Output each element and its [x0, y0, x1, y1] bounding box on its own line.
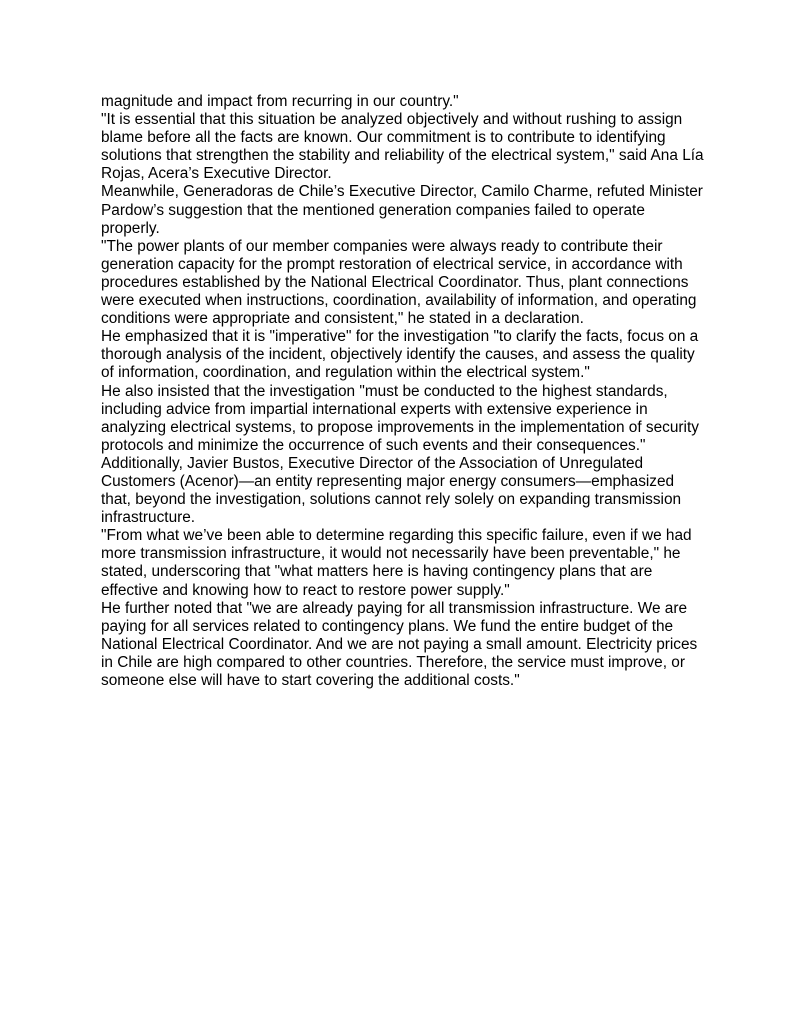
paragraph-2: "It is essential that this situation be analyzed objectively and without rushing to assign blame before all the facts are known. Our commitment is to contribute to identifying solutions that strengthen the stability and reliability of the electrical system," said Ana Lía Rojas, Acera’s Executive Director.: [101, 111, 704, 183]
paragraph-8: "From what we’ve been able to determine regarding this specific failure, even if we had more transmission infrastructure, it would not necessarily have been preventable," he stated, underscoring that "what matters here is having contingency plans that are effective and knowing how to react to restore power supply.": [101, 527, 692, 599]
paragraph-6: He also insisted that the investigation "must be conducted to the highest standards, including advice from impartial international experts with extensive experience in analyzing electrical systems, to propose improvements in the implementation of security protocols and minimize the occurrence of such events and their consequences.": [101, 382, 699, 454]
paragraph-3: Meanwhile, Generadoras de Chile’s Executive Director, Camilo Charme, refuted Minister Pardow’s suggestion that the mentioned generation companies failed to operate properly.: [101, 183, 703, 237]
paragraph-7: Additionally, Javier Bustos, Executive Director of the Association of Unregulated Customers (Acenor)—an entity representing major energy consumers—emphasized that, beyond the investigation, solutions cannot rely solely on expanding transmission infrastructure.: [101, 454, 682, 527]
paragraph-4: "The power plants of our member companies were always ready to contribute their generation capacity for the prompt restoration of electrical service, in accordance with procedures established by the National Electrical Coordinator. Thus, plant connections were executed when instructions, coordination, availability of information, and operating conditions were appropriate and consistent," he stated in a declaration.: [101, 237, 697, 328]
paragraph-9: He further noted that "we are already paying for all transmission infrastructure. We are paying for all services related to contingency plans. We fund the entire budget of the National Electrical Coordinator. And we are not paying a small amount. Electricity prices in Chile are high compared to other countries. Therefore, the service must improve, or someone else will have to start covering the additional costs.": [101, 599, 698, 689]
paragraph-5: He emphasized that it is "imperative" for the investigation "to clarify the facts, focus on a thorough analysis of the incident, objectively identify the causes, and assess the quality of information, coordination, and regulation within the electrical system.": [101, 328, 699, 382]
article-body: [101, 93, 705, 690]
paragraph-1: magnitude and impact from recurring in our country.": [101, 93, 459, 110]
